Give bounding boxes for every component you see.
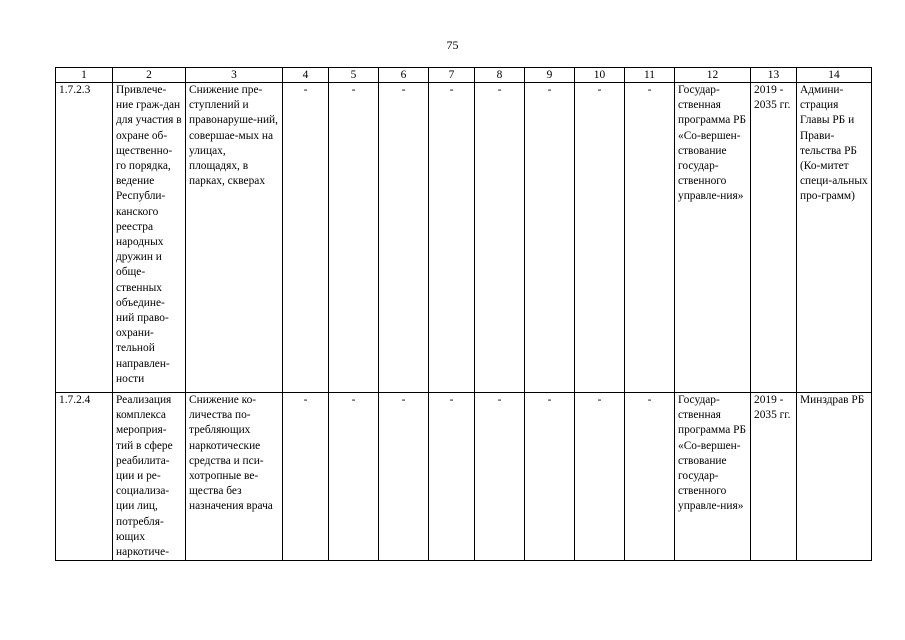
column-header: 1 <box>56 68 113 83</box>
column-header: 11 <box>625 68 675 83</box>
value-cell: - <box>429 393 475 561</box>
value-cell: - <box>575 83 625 393</box>
table-row <box>56 393 872 561</box>
column-header: 12 <box>675 68 751 83</box>
page-number: 75 <box>446 38 459 52</box>
row-number-cell: 1.7.2.3 <box>56 83 113 393</box>
value-cell: - <box>525 393 575 561</box>
result-cell: Снижение ко-личества по-требляющих наркотические средства и пси-хотропные ве-щества без назначения врача <box>186 393 283 561</box>
result-cell: Снижение пре-ступлений и правонаруше-ний, совершае-мых на улицах, площадях, в парках, скверах <box>186 83 283 393</box>
value-cell: - <box>283 393 329 561</box>
activity-cell: Реализация комплекса мероприя-тий в сфере реабилита-ции и ре-социализа-ции лиц, потребля-ющих наркотиче- <box>113 393 186 561</box>
value-cell: - <box>329 393 379 561</box>
column-header: 13 <box>751 68 797 83</box>
value-cell: - <box>475 393 525 561</box>
period-cell: 2019 - 2035 гг. <box>751 83 797 393</box>
executor-cell: Минздрав РБ <box>797 393 872 561</box>
value-cell: - <box>329 83 379 393</box>
column-header: 8 <box>475 68 525 83</box>
row-number-cell: 1.7.2.4 <box>56 393 113 561</box>
value-cell: - <box>475 83 525 393</box>
column-header: 5 <box>329 68 379 83</box>
program-cell: Государ-ственная программа РБ «Со-вершен-ствование государ-ственного управле-ния» <box>675 393 751 561</box>
column-header: 7 <box>429 68 475 83</box>
column-header: 2 <box>113 68 186 83</box>
column-header: 6 <box>379 68 429 83</box>
table-header-row <box>56 68 872 83</box>
value-cell: - <box>525 83 575 393</box>
value-cell: - <box>625 83 675 393</box>
period-cell: 2019 - 2035 гг. <box>751 393 797 561</box>
value-cell: - <box>379 83 429 393</box>
value-cell: - <box>429 83 475 393</box>
value-cell: - <box>283 83 329 393</box>
column-header: 14 <box>797 68 872 83</box>
table-row <box>56 83 872 393</box>
column-header: 3 <box>186 68 283 83</box>
column-header: 10 <box>575 68 625 83</box>
value-cell: - <box>575 393 625 561</box>
activity-cell: Привлече-ние граж-дан для участия в охране об-щественно-го порядка, ведение Республи-канского реестра народных дружин и обще-ственных объедине-ний право-охрани-тельной направлен-ности <box>113 83 186 393</box>
value-cell: - <box>625 393 675 561</box>
column-header: 4 <box>283 68 329 83</box>
executor-cell: Админи-страция Главы РБ и Прави-тельства РБ (Ко-митет специ-альных про-грамм) <box>797 83 872 393</box>
document-table <box>55 67 872 561</box>
column-header: 9 <box>525 68 575 83</box>
program-cell: Государ-ственная программа РБ «Со-вершен-ствование государ-ственного управле-ния» <box>675 83 751 393</box>
value-cell: - <box>379 393 429 561</box>
